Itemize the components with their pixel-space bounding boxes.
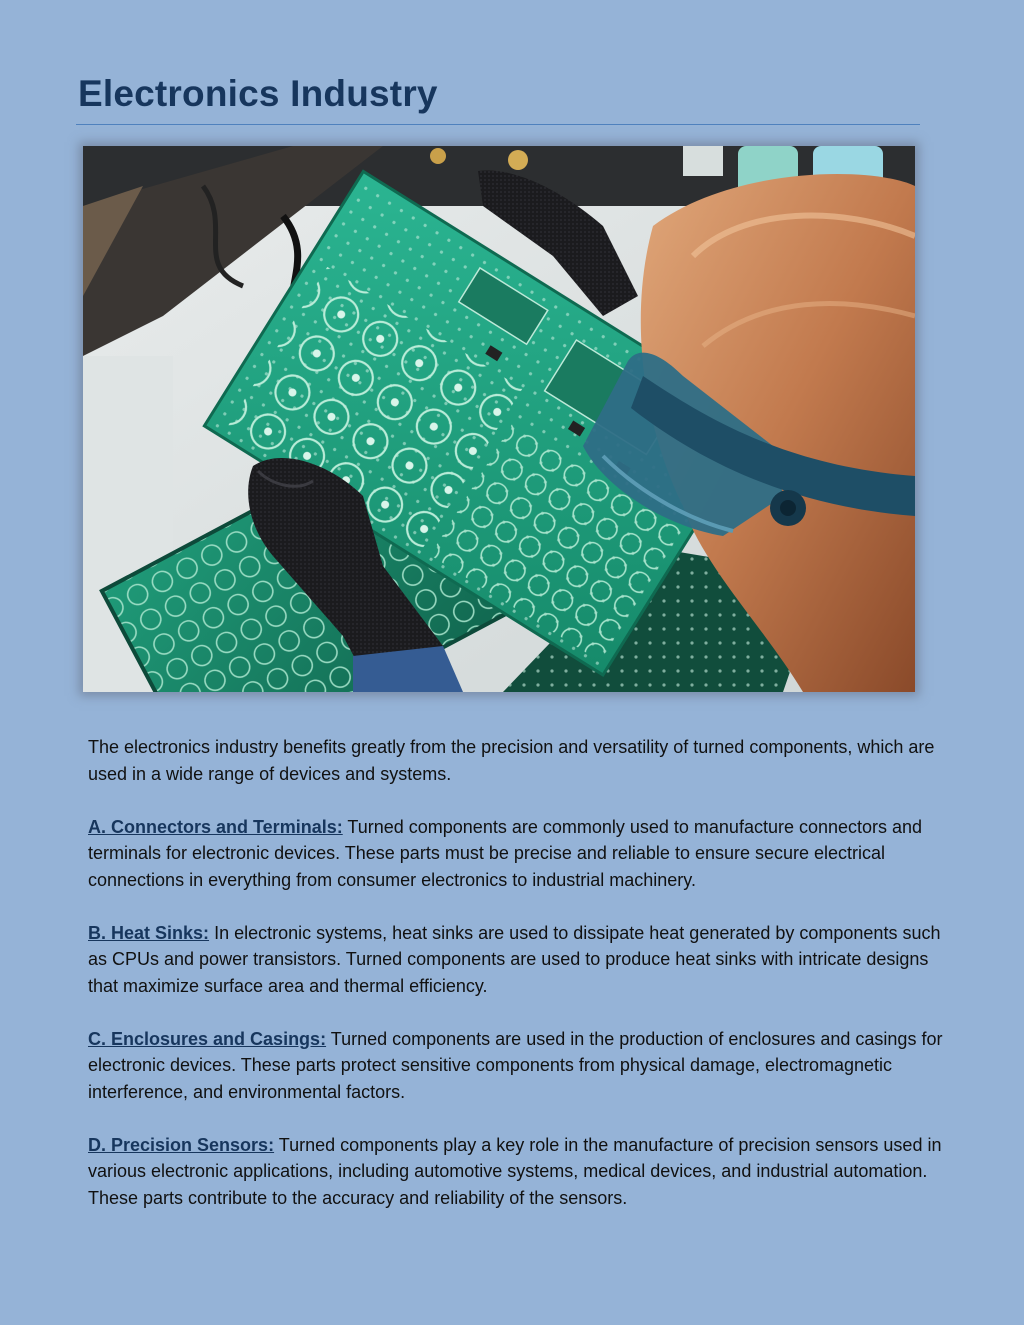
- list-item: [88, 1132, 948, 1212]
- page-title: Electronics Industry: [78, 73, 438, 114]
- intro-paragraph: The electronics industry benefits greatly from the precision and versatility of turned components, which are used in a wide range of devices and systems.: [88, 737, 935, 784]
- item-heading: A. Connectors and Terminals:: [88, 816, 343, 837]
- pcb-inspection-photo: [83, 146, 915, 692]
- list-item: [88, 920, 948, 1000]
- item-text: Turned components play a key role in the manufacture of precision sensors used in various electronic applications, including automotive systems, medical devices, and industrial automation. These parts contribute to the accuracy and reliability of the sensors.: [88, 1134, 942, 1208]
- item-heading: D. Precision Sensors:: [88, 1134, 275, 1155]
- item-text: In electronic systems, heat sinks are used to dissipate heat generated by components such as CPUs and power transistors. Turned components are used to produce heat sinks with intricate designs that maximize surface area and thermal efficiency.: [88, 922, 941, 996]
- item-text: Turned components are commonly used to manufacture connectors and terminals for electronic devices. These parts must be precise and reliable to ensure secure electrical connections in everything from consumer electronics to industrial machinery.: [88, 816, 923, 890]
- pcb-inspection-illustration: [83, 146, 915, 692]
- article-body: [88, 734, 948, 1238]
- title-divider: [76, 124, 920, 125]
- item-text: Turned components are used in the production of enclosures and casings for electronic devices. These parts protect sensitive components from physical damage, electromagnetic interference, and environmental factors.: [88, 1028, 943, 1102]
- item-heading: B. Heat Sinks:: [88, 922, 210, 943]
- list-item: [88, 814, 948, 894]
- item-heading: C. Enclosures and Casings:: [88, 1028, 327, 1049]
- list-item: [88, 1026, 948, 1106]
